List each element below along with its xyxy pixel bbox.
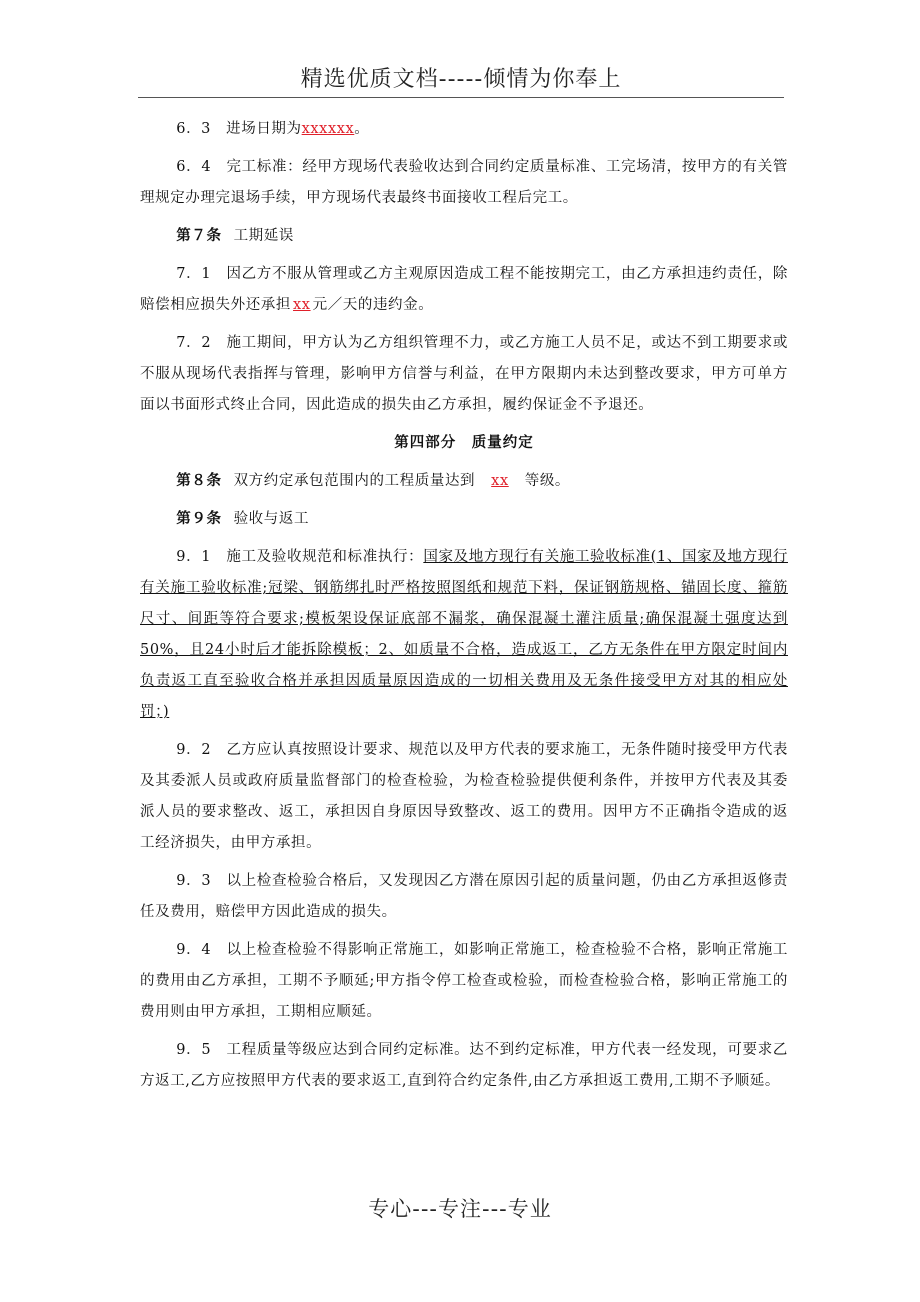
clause-7-2 [140,328,788,421]
document-header: 精选优质文档-----倾情为你奉上 [300,67,622,92]
clause-number: 6．4 [176,159,212,175]
clause-text: 以上检查检验合格后，又发现因乙方潜在原因引起的质量问题，仍由乙方承担返修责任及费用，赔偿甲方因此造成的损失。 [140,873,788,920]
document-footer: 专心---专注---专业 [368,1197,552,1221]
clause-text: 以上检查检验不得影响正常施工，如影响正常施工，检查检验不合格，影响正常施工的费用由乙方承担，工期不予顺延;甲方指令停工检查或检验，而检查检验合格，影响正常施工的费用则由甲方承担，工期相应顺延。 [140,942,788,1020]
article-number: 第９条 [176,511,222,527]
clause-number: 7．1 [176,266,212,282]
part-4-title: 第四部分 质量约定 [394,435,534,451]
document-body [140,114,788,1104]
entry-date-value: xxxxxx [301,121,355,137]
clause-number: 9．5 [176,1042,212,1058]
article-number: 第７条 [176,228,222,244]
clause-6-4 [140,152,788,214]
clause-number: 9．3 [176,873,212,889]
clause-9-3 [140,866,788,928]
header-rule [138,97,784,98]
clause-text-end: 。 [354,121,370,137]
clause-text: 双方约定承包范围内的工程质量达到 [233,473,476,489]
clause-number: 9．1 [176,549,212,565]
clause-7-1 [140,259,788,321]
article-number: 第８条 [176,473,222,489]
clause-text: 完工标准：经甲方现场代表验收达到合同约定质量标准、工完场清，按甲方的有关管理规定办理完退场手续，甲方现场代表最终书面接收工程后完工。 [140,159,788,206]
clause-number: 9．4 [176,942,212,958]
clause-text: 施工期间，甲方认为乙方组织管理不力，或乙方施工人员不足，或达不到工期要求或不服从现场代表指挥与管理，影响甲方信誉与利益，在甲方限期内未达到整改要求，甲方可单方面以书面形式终止合同，因此造成的损失由乙方承担，履约保证金不予退还。 [140,335,788,413]
clause-9-2 [140,735,788,859]
clause-text-end: 等级。 [524,473,571,489]
penalty-amount-value: xx [293,297,311,313]
clause-text: 工程质量等级应达到合同约定标准。达不到约定标准，甲方代表一经发现，可要求乙方返工,乙方应按照甲方代表的要求返工,直到符合约定条件,由乙方承担返工费用,工期不予顺延。 [140,1042,788,1089]
article-8 [140,466,788,497]
clause-text: 因乙方不服从管理或乙方主观原因造成工程不能按期完工，由乙方承担违约责任，除赔偿相应损失外还承担 [140,266,788,313]
clause-text-end: 元／天的违约金。 [312,297,434,313]
article-7-heading [140,221,788,252]
quality-grade-value: xx [491,473,509,489]
clause-number: 9．2 [176,742,212,758]
article-title: 工期延误 [233,228,294,244]
clause-9-4 [140,935,788,1028]
clause-text: 乙方应认真按照设计要求、规范以及甲方代表的要求施工，无条件随时接受甲方代表及其委派人员或政府质量监督部门的检查检验，为检查检验提供便利条件，并按甲方代表及其委派人员的要求整改、返工，承担因自身原因导致整改、返工的费用。因甲方不正确指令造成的返工经济损失，由甲方承担。 [140,742,788,851]
clause-9-5 [140,1035,788,1097]
article-title: 验收与返工 [233,511,310,527]
clause-number: 7．2 [176,335,212,351]
acceptance-standard-text: 国家及地方现行有关施工验收标准(1、国家及地方现行有关施工验收标准;冠梁、钢筋绑扎时严格按照图纸和规范下料，保证钢筋规格、锚固长度、箍筋尺寸、间距等符合要求;模板架设保证底部不漏浆，确保混凝土灌注质量;确保混凝土强度达到50%，且24小时后才能拆除模板；2、如质量不合格，造成返工，乙方无条件在甲方限定时间内负责返工直至验收合格并承担因质量原因造成的一切相关费用及无条件接受甲方对其的相应处罚；) [140,549,788,720]
clause-6-3 [140,114,788,145]
clause-text: 进场日期为 [226,121,302,137]
clause-text: 施工及验收规范和标准执行： [226,549,424,565]
clause-number: 6．3 [176,121,212,137]
article-9-heading [140,504,788,535]
clause-9-1 [140,542,788,728]
